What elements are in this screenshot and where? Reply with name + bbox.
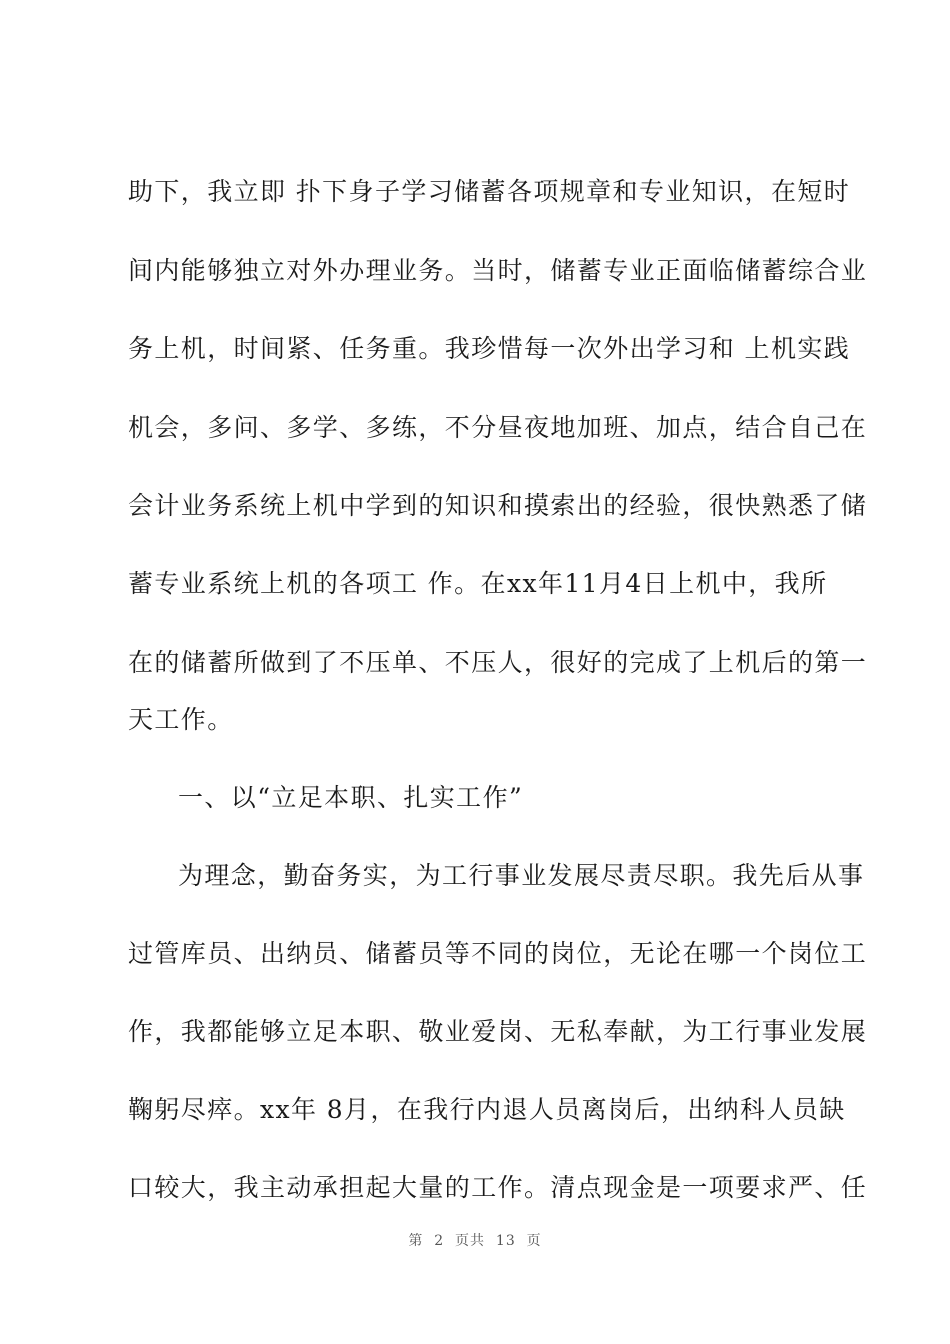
text-line-3: 务上机，时间紧、任务重。我珍惜每一次外出学习和 上机实践 (128, 334, 851, 363)
text-line-12: 作，我都能够立足本职、敬业爱岗、无私奉献，为工行事业发展 (128, 1017, 868, 1046)
text-line-5: 会计业务系统上机中学到的知识和摸索出的经验，很快熟悉了储 (128, 491, 868, 520)
section-heading: 一、以“立足本职、扎实工作” (178, 783, 524, 812)
text-line-8: 天工作。 (128, 705, 234, 734)
text-line-6: 蓄专业系统上机的各项工 作。在xx年11月4日上机中，我所 (128, 569, 828, 598)
text-line-7: 在的储蓄所做到了不压单、不压人，很好的完成了上机后的第一 (128, 648, 868, 677)
text-line-10: 为理念，勤奋务实，为工行事业发展尽责尽职。我先后从事 (178, 861, 865, 890)
text-line-2: 间内能够独立对外办理业务。当时，储蓄专业正面临储蓄综合业 (128, 256, 868, 285)
page-number-footer: 第 2 页共 13 页 (408, 1233, 542, 1249)
text-line-1: 助下，我立即 扑下身子学习储蓄各项规章和专业知识，在短时 (128, 177, 851, 206)
text-line-13: 鞠躬尽瘁。xx年 8月，在我行内退人员离岗后，出纳科人员缺 (128, 1095, 846, 1124)
text-line-11: 过管库员、出纳员、储蓄员等不同的岗位，无论在哪一个岗位工 (128, 939, 868, 968)
text-line-4: 机会，多问、多学、多练，不分昼夜地加班、加点，结合自己在 (128, 413, 868, 442)
text-line-14: 口较大，我主动承担起大量的工作。清点现金是一项要求严、任 (128, 1173, 868, 1202)
